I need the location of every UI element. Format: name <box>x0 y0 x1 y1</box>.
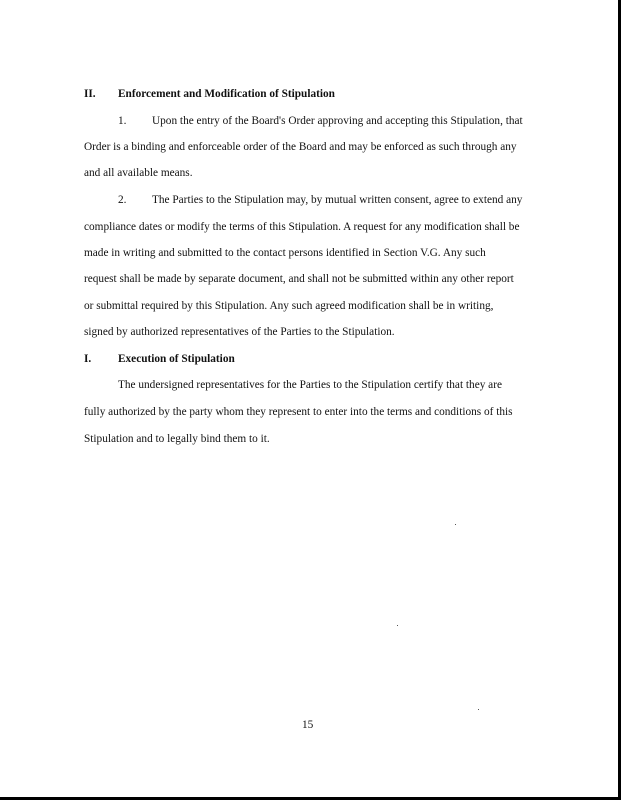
paragraph-number: 1. <box>118 115 127 127</box>
scan-speck <box>397 625 398 626</box>
paragraph-line: request shall be made by separate document, and shall not be submitted within any other report <box>84 273 514 285</box>
paragraph-line: and all available means. <box>84 167 193 179</box>
paragraph-line: Order is a binding and enforceable order of the Board and may be enforced as such through any <box>84 141 517 153</box>
paragraph-number: 2. <box>118 194 127 206</box>
paragraph-line: The Parties to the Stipulation may, by mutual written consent, agree to extend any <box>152 194 523 206</box>
paragraph-line: fully authorized by the party whom they represent to enter into the terms and conditions of this <box>84 406 513 418</box>
scan-speck <box>478 709 479 710</box>
scan-speck <box>455 524 456 525</box>
section-title: Execution of Stipulation <box>118 353 235 365</box>
paragraph-line: or submittal required by this Stipulation. Any such agreed modification shall be in writing, <box>84 300 494 312</box>
paragraph-line: signed by authorized representatives of the Parties to the Stipulation. <box>84 326 395 338</box>
paragraph-line: Upon the entry of the Board's Order approving and accepting this Stipulation, that <box>152 115 523 127</box>
paragraph-line: made in writing and submitted to the contact persons identified in Section V.G. Any such <box>84 247 486 259</box>
page-number: 15 <box>302 719 314 731</box>
section-number: I. <box>84 353 92 365</box>
section-number: II. <box>84 88 96 100</box>
paragraph-line: Stipulation and to legally bind them to it. <box>84 433 270 445</box>
paragraph-line: The undersigned representatives for the Parties to the Stipulation certify that they are <box>118 379 502 391</box>
section-title: Enforcement and Modification of Stipulation <box>118 88 335 100</box>
paragraph-line: compliance dates or modify the terms of this Stipulation. A request for any modification shall be <box>84 221 520 233</box>
